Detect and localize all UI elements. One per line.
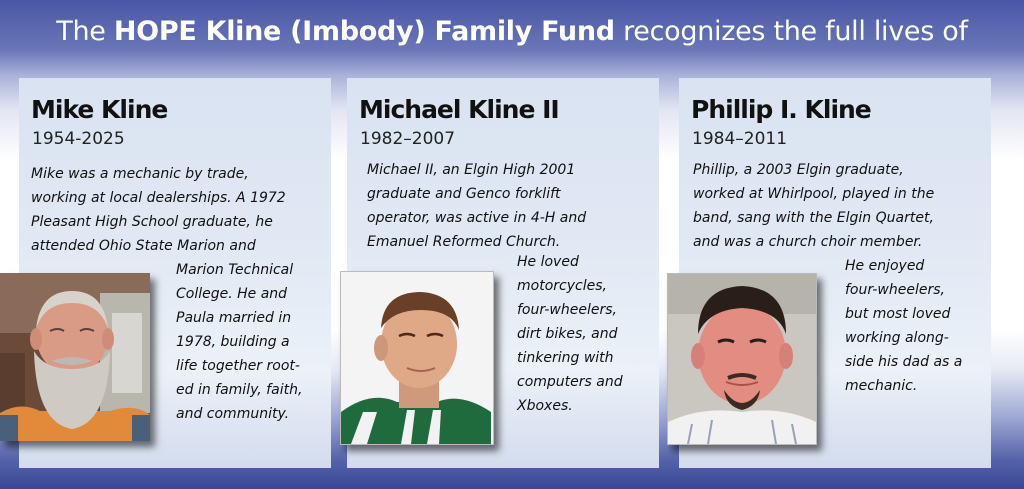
profile-bio xyxy=(31,162,286,258)
bio-line: dirt bikes, and xyxy=(517,326,618,342)
bio-line: worked at Whirlpool, played in the xyxy=(693,186,935,202)
bio-line: four-wheelers, xyxy=(517,302,617,318)
bio-line: Pleasant High School graduate, he xyxy=(31,214,273,230)
bio-line: Marion Technical xyxy=(176,262,294,278)
portrait-photo-michael-kline-ii xyxy=(340,271,494,445)
headline xyxy=(0,12,1024,52)
bio-line: attended Ohio State Marion and xyxy=(31,238,256,254)
bio-line: graduate and Genco forklift xyxy=(367,186,561,202)
profile-years: 1982–2007 xyxy=(360,129,456,149)
bio-line: motorcycles, xyxy=(517,278,607,294)
bio-line: and community. xyxy=(176,406,290,422)
bio-line: working along- xyxy=(845,330,949,346)
bio-line: College. He and xyxy=(176,286,288,302)
bio-line: Emanuel Reformed Church. xyxy=(367,234,561,250)
bio-line: and was a church choir member. xyxy=(693,234,923,250)
bio-line: computers and xyxy=(517,374,623,390)
bio-line: side his dad as a xyxy=(845,354,963,370)
headline-prefix: The xyxy=(56,16,114,47)
profile-name: Mike Kline xyxy=(31,95,168,124)
bio-line: band, sang with the Elgin Quartet, xyxy=(693,210,934,226)
profile-years: 1954-2025 xyxy=(32,129,125,149)
profile-bio-continued xyxy=(845,254,962,398)
headline-fund-name: HOPE Kline (Imbody) Family Fund xyxy=(113,16,615,47)
bio-line: Michael II, an Elgin High 2001 xyxy=(367,162,576,178)
bio-line: but most loved xyxy=(845,306,951,322)
bio-line: Mike was a mechanic by trade, xyxy=(31,166,249,182)
bio-line: Xboxes. xyxy=(517,398,573,414)
bio-line: mechanic. xyxy=(845,378,918,394)
profile-years: 1984–2011 xyxy=(692,129,788,149)
bio-line: Paula married in xyxy=(176,310,292,326)
profile-name: Phillip I. Kline xyxy=(691,95,871,124)
bio-line: He loved xyxy=(517,254,579,270)
bio-line: tinkering with xyxy=(517,350,614,366)
portrait-photo-mike-kline xyxy=(0,273,150,441)
profile-bio xyxy=(367,158,586,254)
bio-line: 1978, building a xyxy=(176,334,290,350)
bio-line: working at local dealerships. A 1972 xyxy=(31,190,286,206)
portrait-photo-phillip-kline xyxy=(667,273,817,445)
bio-line: operator, was active in 4-H and xyxy=(367,210,587,226)
bio-line: life together root- xyxy=(176,358,300,374)
profile-name: Michael Kline II xyxy=(359,95,559,124)
bio-line: ed in family, faith, xyxy=(176,382,303,398)
bio-line: He enjoyed xyxy=(845,258,925,274)
profile-bio-continued xyxy=(517,250,623,418)
bio-line: Phillip, a 2003 Elgin graduate, xyxy=(693,162,904,178)
bio-line: four-wheelers, xyxy=(845,282,945,298)
profile-bio-continued xyxy=(176,258,302,426)
headline-suffix: recognizes the full lives of xyxy=(614,16,968,47)
profile-bio xyxy=(693,158,934,254)
